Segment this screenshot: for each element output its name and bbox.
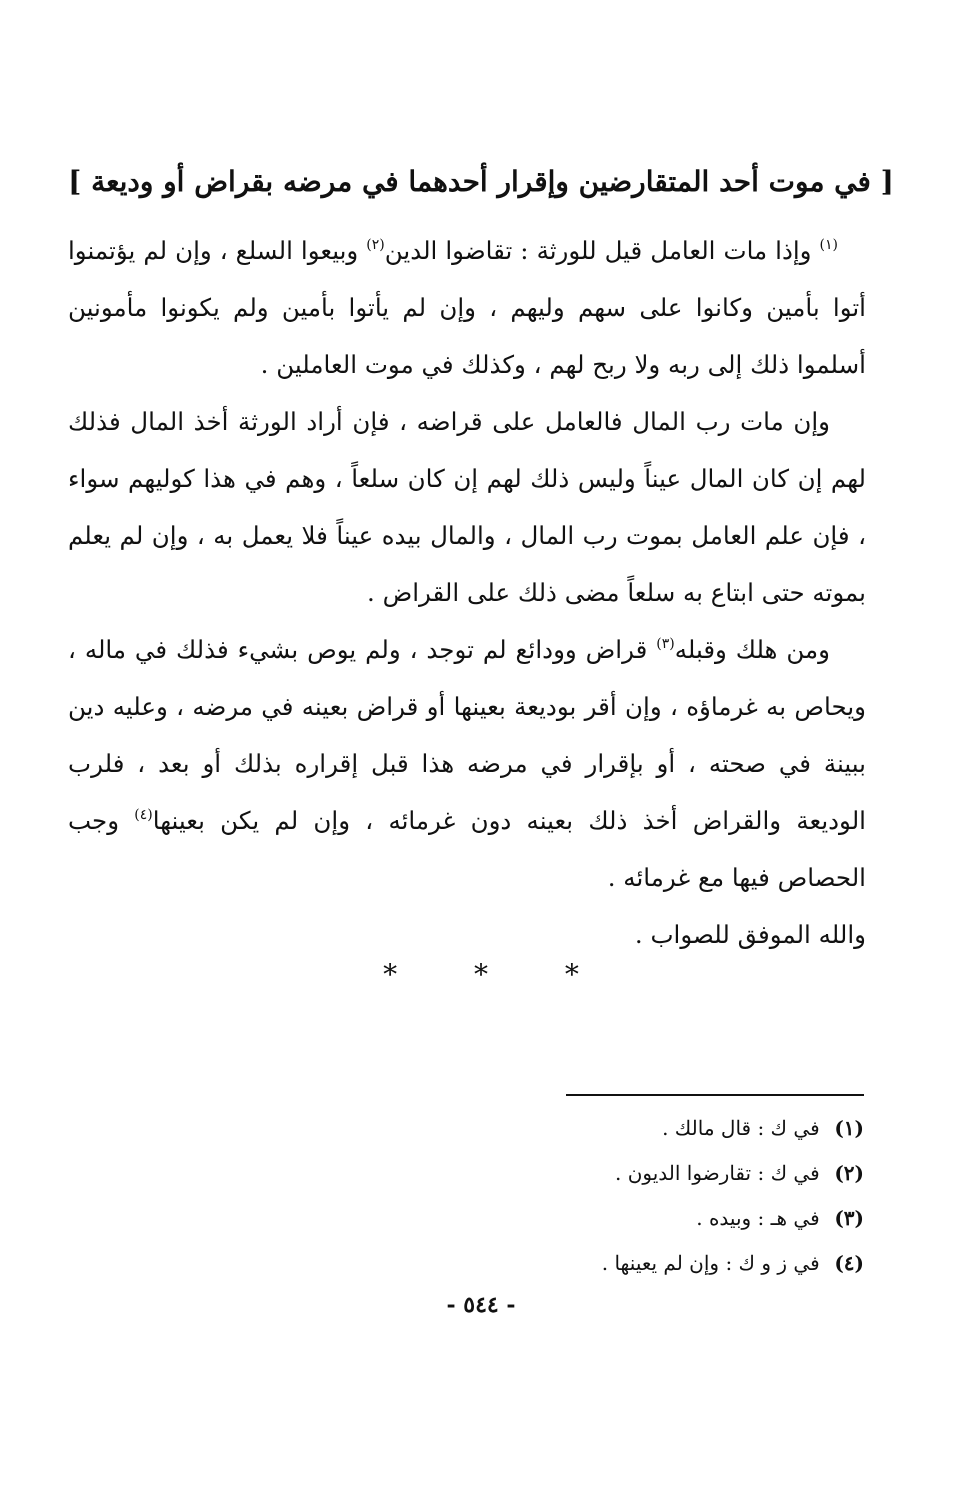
footnote-number: (١) [834,1116,864,1140]
footnote-number: (٣) [834,1206,864,1230]
paragraph-1-text-b: وبيعوا السلع ، وإن لم يؤتمنوا أتوا بأمين وكانوا على سهم وليهم ، وإن لم يأتوا بأمين ولم يكونوا مأمونين أسلموا ذلك إلى ربه ولا ربح لهم ، وكذلك في موت العاملين . [68,236,866,379]
footnote-3 [444,1196,864,1241]
footnote-number: (٢) [834,1161,864,1185]
paragraph-3 [68,621,866,906]
paragraph-1 [68,222,866,393]
closing-line: والله الموفق للصواب . [634,920,866,949]
footnote-ref-1: (١) [819,237,838,253]
paragraph-3-text-c: وجب الحصاص فيها مع غرمائه . [68,806,866,892]
footnote-ref-3: (٣) [656,636,675,652]
footnote-number: (٤) [834,1251,864,1275]
paragraph-2: وإن مات رب المال فالعامل على قراضه ، فإن أراد الورثة أخذ المال فذلك لهم إن كان المال عيناً وليس ذلك لهم إن كان سلعاً ، وهم في هذا كوليهم سواء ، فإن علم العامل بموت رب المال ، والمال بيده عيناً فلا يعمل به ، وإن لم يعلم بموته حتى ابتاع به سلعاً مضى ذلك على القراض . [68,407,866,607]
footnote-text: في ك : تقارضوا الديون . [615,1161,820,1185]
footnote-4 [444,1241,864,1286]
footnote-1 [444,1106,864,1151]
footnote-divider [566,1094,864,1096]
footnote-text: في هـ : وبيده . [696,1206,820,1230]
section-heading: [ في موت أحد المتقارضين وإقرار أحدهما في مرضه بقراض أو وديعة ] [68,165,894,198]
footnote-ref-4: (٤) [134,807,153,823]
paragraph-1-text-a: وإذا مات العامل قيل للورثة : تقاضوا الدين [384,236,820,265]
section-separator: * * * [383,958,613,991]
paragraph-3-text-b: قراض وودائع لم توجد ، ولم يوص بشيء فذلك في ماله ، ويحاص به غرماؤه ، وإن أقر بوديعة بعينها أو قراض بعينه في مرضه ، وعليه دين ببينة في صحته ، أو بإقرار في مرضه هذا قبل إقراره بذلك أو بعد ، فلرب الوديعة والقراض أخذ ذلك بعينه دون غرمائه ، وإن لم يكن بعينها [68,635,866,835]
footnote-text: في ز و ك : وإن لم يعينها . [601,1251,820,1275]
footnote-2 [444,1151,864,1196]
footnote-text: في ك : قال مالك . [662,1116,820,1140]
page-number: - ٥٤٤ - [446,1292,516,1318]
body-text [68,222,866,963]
paragraph-3-text-a: ومن هلك وقبله [674,635,830,664]
footnote-ref-2: (٢) [366,237,385,253]
footnotes [444,1106,864,1286]
